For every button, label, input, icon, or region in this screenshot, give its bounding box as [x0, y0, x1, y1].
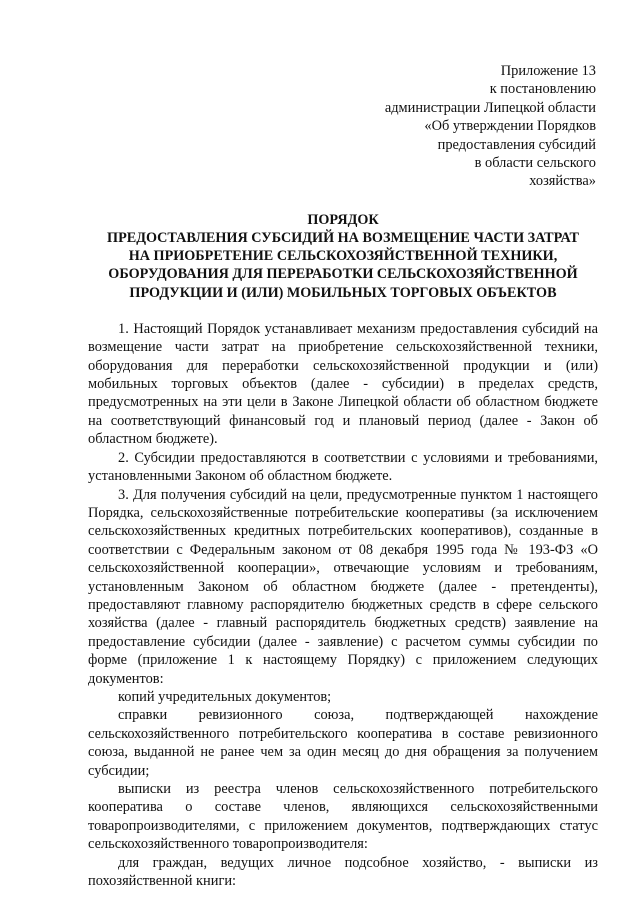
title-line: ПРОДУКЦИИ И (ИЛИ) МОБИЛЬНЫХ ТОРГОВЫХ ОБЪЕКТОВ	[129, 284, 557, 301]
paragraph-2: 2. Субсидии предоставляются в соответствии с условиями и требованиями, установленными Законом об областном бюджете.	[88, 449, 598, 485]
annex-block	[88, 62, 596, 191]
document-title	[88, 211, 598, 302]
paragraph-1: 1. Настоящий Порядок устанавливает механизм предоставления субсидий на возмещение части затрат на приобретение сельскохозяйственной техники, оборудования для переработки сельскохозяйственной продукции и (или) мобильных торговых объектов (далее - субсидии) в пределах средств, предусмотренных на эти цели в Законе Липецкой области об областном бюджете на соответствующий финансовый год и плановый период (далее - Закон об областном бюджете).	[88, 320, 598, 448]
annex-line: к постановлению	[489, 81, 596, 98]
list-item-founding-docs: копий учредительных документов;	[118, 688, 332, 705]
title-line: ОБОРУДОВАНИЯ ДЛЯ ПЕРЕРАБОТКИ СЕЛЬСКОХОЗЯЙСТВЕННОЙ	[108, 266, 578, 283]
annex-line: «Об утверждении Порядков	[424, 118, 596, 135]
document-body	[88, 320, 598, 891]
list-item-household-extract: для граждан, ведущих личное подсобное хозяйство, - выписки из похозяйственной книги:	[88, 854, 598, 890]
title-line: ПРЕДОСТАВЛЕНИЯ СУБСИДИЙ НА ВОЗМЕЩЕНИЕ ЧАСТИ ЗАТРАТ	[107, 230, 579, 247]
annex-line: администрации Липецкой области	[384, 99, 596, 116]
annex-line: хозяйства»	[529, 173, 596, 190]
title-line: НА ПРИОБРЕТЕНИЕ СЕЛЬСКОХОЗЯЙСТВЕННОЙ ТЕХНИКИ,	[128, 248, 558, 265]
title-line: ПОРЯДОК	[307, 211, 379, 228]
paragraph-3: 3. Для получения субсидий на цели, предусмотренные пунктом 1 настоящего Порядка, сельскохозяйственные потребительские кооперативы (за исключением сельскохозяйственных кредитных потребительских кооперативов), созданные в соответствии с Федеральным законом от 08 декабря 1995 года № 193-ФЗ «О сельскохозяйственной кооперации», отвечающие условиям и требованиям, установленным Законом об областном бюджете (далее - претенденты), предоставляют главному распорядителю бюджетных средств в сфере сельского хозяйства (далее - главный распорядитель бюджетных средств) заявление на предоставление субсидии (далее - заявление) с расчетом суммы субсидии по форме (приложение 1 к настоящему Порядку) с приложением следующих документов:	[88, 486, 598, 687]
annex-line: Приложение 13	[500, 63, 596, 79]
annex-line: предоставления субсидий	[437, 136, 596, 153]
annex-line: в области сельского	[474, 155, 596, 172]
list-item-audit-union-certificate: справки ревизионного союза, подтверждающей нахождение сельскохозяйственного потребительского кооператива в составе ревизионного союза, выданной не ранее чем за один месяц до дня обращения за получением субсидии;	[88, 707, 598, 779]
list-item-members-registry: выписки из реестра членов сельскохозяйственного потребительского кооператива о составе членов, являющихся сельскохозяйственными товаропроизводителями, с приложением документов, подтверждающих статус сельскохозяйственного товаропроизводителя:	[88, 781, 598, 853]
